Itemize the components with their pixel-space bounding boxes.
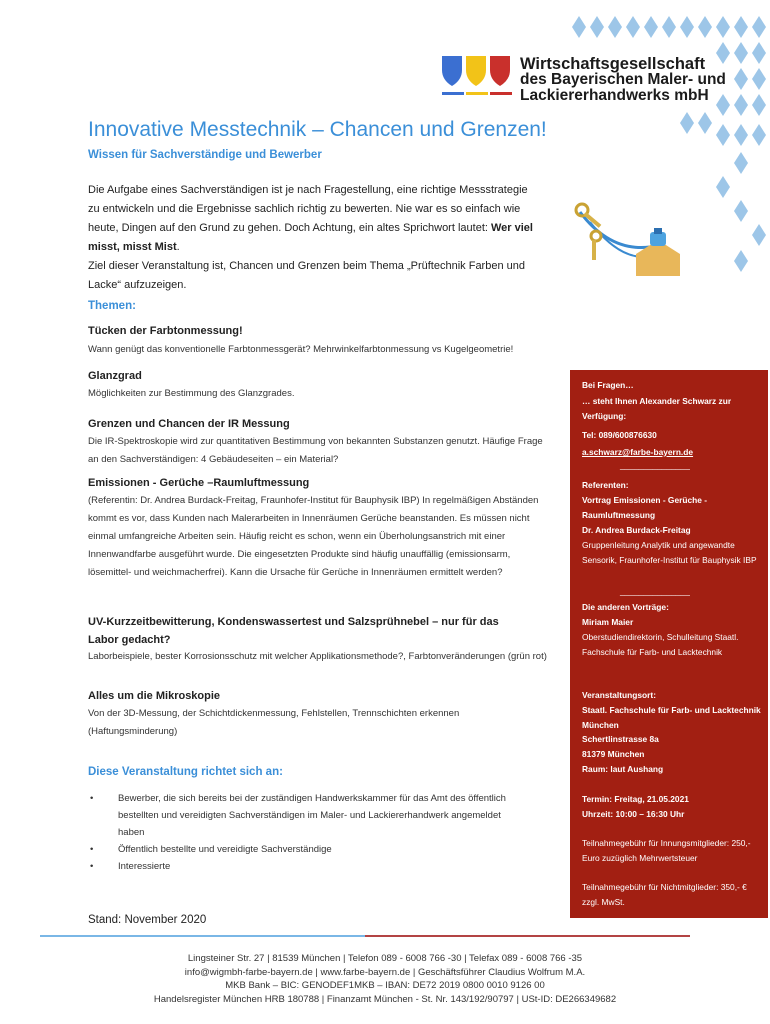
panel-separator: _______________: [620, 460, 690, 470]
panel-venue-label: Veranstaltungsort:: [582, 690, 656, 700]
panel-referent-name: Dr. Andrea Burdack-Freitag: [582, 525, 691, 535]
panel-venue-street: Schertlinstrasse 8a: [582, 734, 659, 744]
panel-referent-vortrag: Vortrag Emissionen - Gerüche - Raumluftmessung: [582, 495, 708, 520]
diamond-shape: [734, 16, 748, 38]
panel-contact: … steht Ihnen Alexander Schwarz zur Verfügung:: [582, 396, 732, 421]
panel-separator: _______________: [620, 586, 690, 596]
audience-heading: Diese Veranstaltung richtet sich an:: [88, 766, 283, 778]
diamond-shape: [734, 250, 748, 272]
diamond-shape: [752, 124, 766, 146]
intro-proverb: Wer viel misst, misst Mist: [88, 222, 533, 253]
diamond-shape: [734, 152, 748, 174]
organization-name: [520, 56, 726, 104]
footer-contact: info@wigmbh-farbe-bayern.de | www.farbe-bayern.de | Geschäftsführer Claudius Wolfrum M.A.: [184, 966, 586, 978]
diamond-shape: [698, 16, 712, 38]
diamond-shape: [626, 16, 640, 38]
footer-divider-blue: [40, 935, 365, 937]
diamond-shape: [734, 68, 748, 90]
org-line-3: Lackiererhandwerks mbH: [520, 87, 709, 104]
section-heading: Glanzgrad: [88, 370, 142, 382]
keys-house-illustration: [570, 192, 700, 288]
section-text: Wann genügt das konventionelle Farbtonmessgerät? Mehrwinkelfarbtonmessung vs Kugelgeometrie!: [88, 344, 514, 355]
diamond-shape: [716, 16, 730, 38]
diamond-shape: [680, 112, 694, 134]
diamond-shape: [680, 16, 694, 38]
audience-list: [88, 790, 508, 875]
section-heading: UV-Kurzzeitbewitterung, Kondenswassertest und Salzsprühnebel – nur für das Labor gedacht?: [88, 616, 499, 646]
diamond-shape: [644, 16, 658, 38]
org-line-1: Wirtschaftsgesellschaft: [520, 55, 706, 73]
diamond-shape: [734, 124, 748, 146]
panel-other-name: Miriam Maier: [582, 617, 634, 627]
intro-text: [88, 181, 538, 295]
themen-heading: Themen:: [88, 300, 136, 312]
panel-fee-nonmember: Teilnahmegebühr für Nichtmitglieder: 350,- € zzgl. MwSt.: [582, 882, 747, 907]
panel-uhrzeit: Uhrzeit: 10:00 – 16:30 Uhr: [582, 809, 685, 819]
diamond-shape: [752, 94, 766, 116]
footer: [0, 952, 770, 1006]
panel-other-role: Oberstudiendirektorin, Schulleitung Staatl. Fachschule für Farb- und Lacktechnik: [582, 632, 739, 657]
section-text: Möglichkeiten zur Bestimmung des Glanzgrades.: [88, 388, 295, 399]
intro-paragraph-1: Die Aufgabe eines Sachverständigen ist je nach Fragestellung, eine richtige Messstrategie zu entwickeln und die Ergebnisse sachlich richtig zu bewerten. Nie war es so einfach wie heute, Dingen auf den Grund zu gehen. Doch Achtung, ein altes Sprichwort lautet:: [88, 184, 528, 234]
list-item: • Interessierte: [88, 858, 508, 875]
diamond-shape: [698, 112, 712, 134]
diamond-shape: [752, 16, 766, 38]
panel-venue-room: Raum: laut Aushang: [582, 764, 664, 774]
diamond-shape: [734, 94, 748, 116]
page-title: Innovative Messtechnik – Chancen und Grenzen!: [88, 118, 547, 141]
section-heading: Grenzen und Chancen der IR Messung: [88, 418, 290, 430]
email-text: a.schwarz@farbe-bayern.de: [582, 447, 694, 457]
diamond-shape: [572, 16, 586, 38]
section-text: Laborbeispiele, bester Korrosionsschutz mit welcher Applikationsmethode?, Farbtonveränderungen (grün rot): [88, 651, 547, 662]
diamond-shape: [752, 68, 766, 90]
panel-referent-role: Gruppenleitung Analytik und angewandte Sensorik, Fraunhofer-Institut für Bauphysik IBP: [582, 540, 757, 565]
org-line-2: des Bayerischen Maler- und: [520, 71, 726, 88]
section-heading: Tücken der Farbtonmessung!: [88, 325, 243, 337]
diamond-shape: [752, 42, 766, 64]
diamond-shape: [734, 200, 748, 222]
diamond-shape: [608, 16, 622, 38]
footer-address: Lingsteiner Str. 27 | 81539 München | Telefon 089 - 6008 766 -30 | Telefax 089 - 6008 766 -35: [187, 953, 583, 964]
list-item: • Öffentlich bestellte und vereidigte Sachverständige: [88, 841, 508, 858]
panel-venue-name: Staatl. Fachschule für Farb- und Lacktechnik München: [582, 705, 761, 730]
panel-other-label: Die anderen Vorträge:: [582, 602, 669, 612]
section-heading: Emissionen - Gerüche –Raumluftmessung: [88, 477, 310, 489]
logo-icon: [440, 52, 515, 100]
section-text: (Referentin: Dr. Andrea Burdack-Freitag, Fraunhofer-Institut für Bauphysik IBP) In regelmäßigen Abständen kommt es vor, dass Kunden nach Malerarbeiten in Innenräumen Gerüche beanstanden. Es müssen nicht einmal umfangreiche Arbeiten sein. Häufig reicht es schon, wenn ein Überholungsanstrich mit einer Innenwandfarbe ausgeführt wurde. Die eingesetzten Produkte sind häufig unauffällig (emissionsarm, lösemittel- und weichmacherfrei). Kann die Ursache für Gerüche in Innenräumen ermittelt werden?: [88, 495, 539, 578]
footer-register: Handelsregister München HRB 180788 | Finanzamt München - St. Nr. 143/192/90797 | USt-ID: DE266349682: [153, 993, 617, 1005]
diamond-shape: [662, 16, 676, 38]
diamond-shape: [590, 16, 604, 38]
diamond-shape: [716, 176, 730, 198]
list-item: • Bewerber, die sich bereits bei der zuständigen Handwerkskammer für das Amt des öffentlich bestellten und vereidigten Sachverständigen im Maler- und Lackiererhandwerk angemeldet haben: [88, 790, 508, 841]
panel-fragen: Bei Fragen…: [582, 380, 634, 390]
panel-fee-member: Teilnahmegebühr für Innungsmitglieder: 250,- Euro zuzüglich Mehrwertsteuer: [582, 838, 751, 863]
page-subtitle: Wissen für Sachverständige und Bewerber: [88, 149, 322, 161]
diamond-shape: [752, 224, 766, 246]
section-heading: Alles um die Mikroskopie: [88, 690, 221, 702]
diamond-shape: [734, 42, 748, 64]
section-text: Die IR-Spektroskopie wird zur quantitativen Bestimmung von bekannten Substanzen genutzt. Häufige Frage an den Sachverständigen: 4 Gebäudeseiten – ein Material?: [88, 436, 543, 465]
diamond-shape: [716, 124, 730, 146]
panel-phone: Tel: 089/600876630: [582, 430, 657, 440]
intro-paragraph-1-end: .: [176, 241, 180, 253]
panel-venue-city: 81379 München: [582, 749, 645, 759]
panel-termin: Termin: Freitag, 21.05.2021: [582, 794, 689, 804]
info-panel: [570, 370, 768, 918]
intro-paragraph-2: Ziel dieser Veranstaltung ist, Chancen und Grenzen beim Thema „Prüftechnik Farben und Lacke“ aufzuzeigen.: [88, 260, 525, 291]
panel-referenten-label: Referenten:: [582, 480, 629, 490]
section-text: Von der 3D-Messung, der Schichtdickenmessung, Fehlstellen, Trennschichten erkennen (Haftungsminderung): [88, 708, 460, 737]
footer-divider-red: [365, 935, 690, 937]
footer-bank: MKB Bank – BIC: GENODEF1MKB – IBAN: DE72 2019 0800 0010 9126 00: [225, 980, 545, 991]
stand-date: Stand: November 2020: [88, 914, 207, 926]
